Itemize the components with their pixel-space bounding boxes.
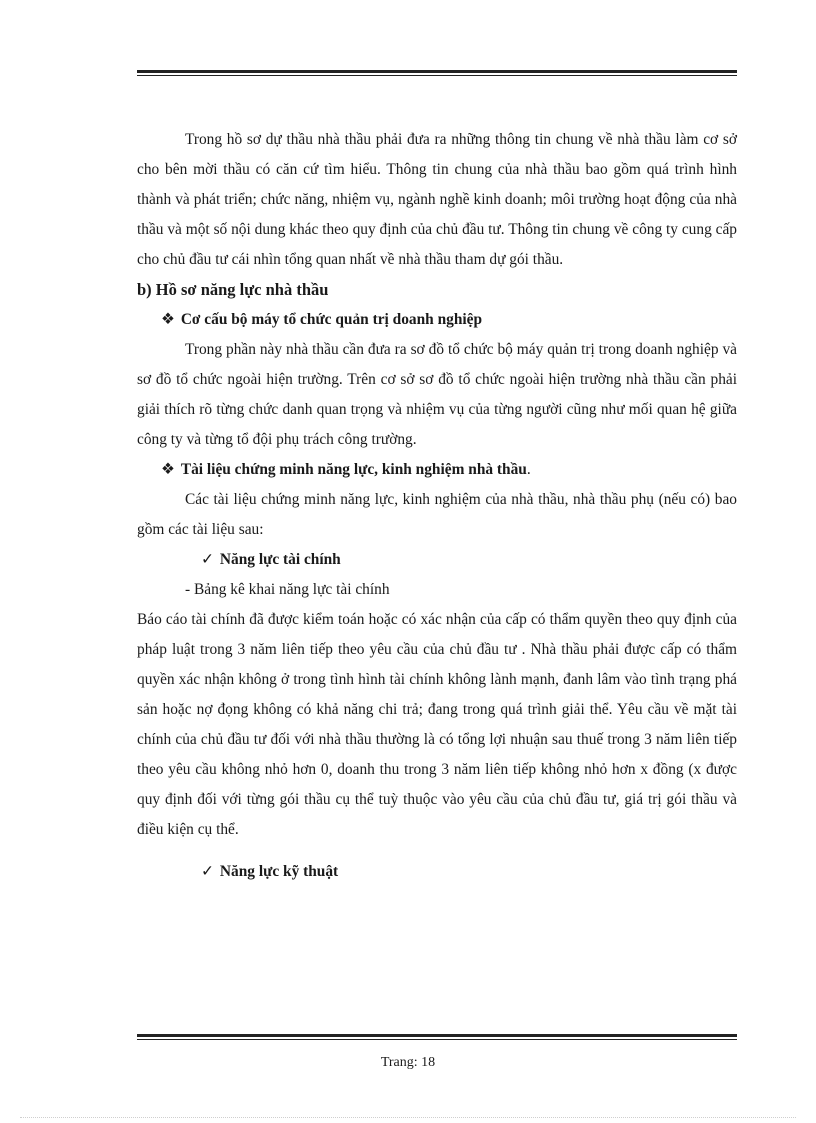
checklist-technical-text: Năng lực kỹ thuật xyxy=(219,863,339,880)
header-rule xyxy=(137,70,737,76)
paragraph-general-info: Trong hồ sơ dự thầu nhà thầu phải đưa ra những thông tin chung về nhà thầu làm cơ sở cho bên mời thầu có căn cứ tìm hiểu. Thông tin chung của nhà thầu bao gồm quá trình hình thành và phát triển; chức năng, nhiệm vụ, ngành nghề kinh doanh; môi trường hoạt động của nhà thầu và một số nội dung khác theo quy định của chủ đầu tư. Thông tin chung về công ty cung cấp cho chủ đầu tư cái nhìn tổng quan nhất về nhà thầu tham dự gói thầu. xyxy=(137,131,737,268)
page-number: 18 xyxy=(421,1055,436,1070)
subheading-org-structure-text: Cơ cấu bộ máy tổ chức quản trị doanh nghiệp xyxy=(180,311,483,328)
page-label: Trang: xyxy=(380,1055,418,1070)
diamond-bullet-icon: ❖ xyxy=(161,461,175,478)
subheading-org-structure xyxy=(137,305,737,335)
page-edge-dotted-line xyxy=(20,1117,796,1118)
page-footer xyxy=(0,1055,816,1071)
checkmark-icon: ✓ xyxy=(201,863,214,880)
subheading-capability-docs-text: Tài liệu chứng minh năng lực, kinh nghiệm nhà thầu xyxy=(180,461,527,478)
checklist-financial-text: Năng lực tài chính xyxy=(219,551,341,568)
section-heading-b: b) Hồ sơ năng lực nhà thầu xyxy=(137,280,329,299)
checklist-financial xyxy=(137,545,737,575)
paragraph-org-structure: Trong phần này nhà thầu cần đưa ra sơ đồ tổ chức bộ máy quản trị trong doanh nghiệp và sơ đồ tổ chức ngoài hiện trường. Trên cơ sở sơ đồ tổ chức ngoài hiện trường nhà thầu cần phải giải thích rõ từng chức danh quan trọng và nhiệm vụ của từng người cũng như mối quan hệ giữa công ty và từng tổ đội phụ trách công trường. xyxy=(137,341,737,448)
paragraph-financial-report: Báo cáo tài chính đã được kiểm toán hoặc có xác nhận của cấp có thẩm quyền theo quy định của pháp luật trong 3 năm liên tiếp theo yêu cầu của chủ đầu tư . Nhà thầu phải được cấp có thẩm quyền xác nhận không ở trong tình hình tài chính không lành mạnh, đanh lâm vào tình trạng phá sản hoặc nợ đọng không có khả năng chi trả; đang trong quá trình giải thể. Yêu cầu về mặt tài chính của chủ đầu tư đối với nhà thầu thường là có tổng lợi nhuận sau thuế trong 3 năm liên tiếp theo yêu cầu không nhỏ hơn 0, doanh thu trong 3 năm liên tiếp không nhỏ hơn x đồng (x được quy định đối với từng gói thầu cụ thể tuỳ thuộc vào yêu cầu của chủ đầu tư, giá trị gói thầu và điều kiện cụ thể. xyxy=(137,611,737,838)
page-body xyxy=(137,125,737,887)
paragraph-capability-docs: Các tài liệu chứng minh năng lực, kinh nghiệm của nhà thầu, nhà thầu phụ (nếu có) bao gồm các tài liệu sau: xyxy=(137,491,737,538)
dash-item-financial-statement: - Bảng kê khai năng lực tài chính xyxy=(185,581,390,598)
footer-rule xyxy=(137,1034,737,1040)
checkmark-icon: ✓ xyxy=(201,551,214,568)
diamond-bullet-icon: ❖ xyxy=(161,311,175,328)
checklist-technical xyxy=(137,857,737,887)
subheading-capability-docs: ❖ Tài liệu chứng minh năng lực, kinh nghiệm nhà thầu. xyxy=(161,461,531,478)
